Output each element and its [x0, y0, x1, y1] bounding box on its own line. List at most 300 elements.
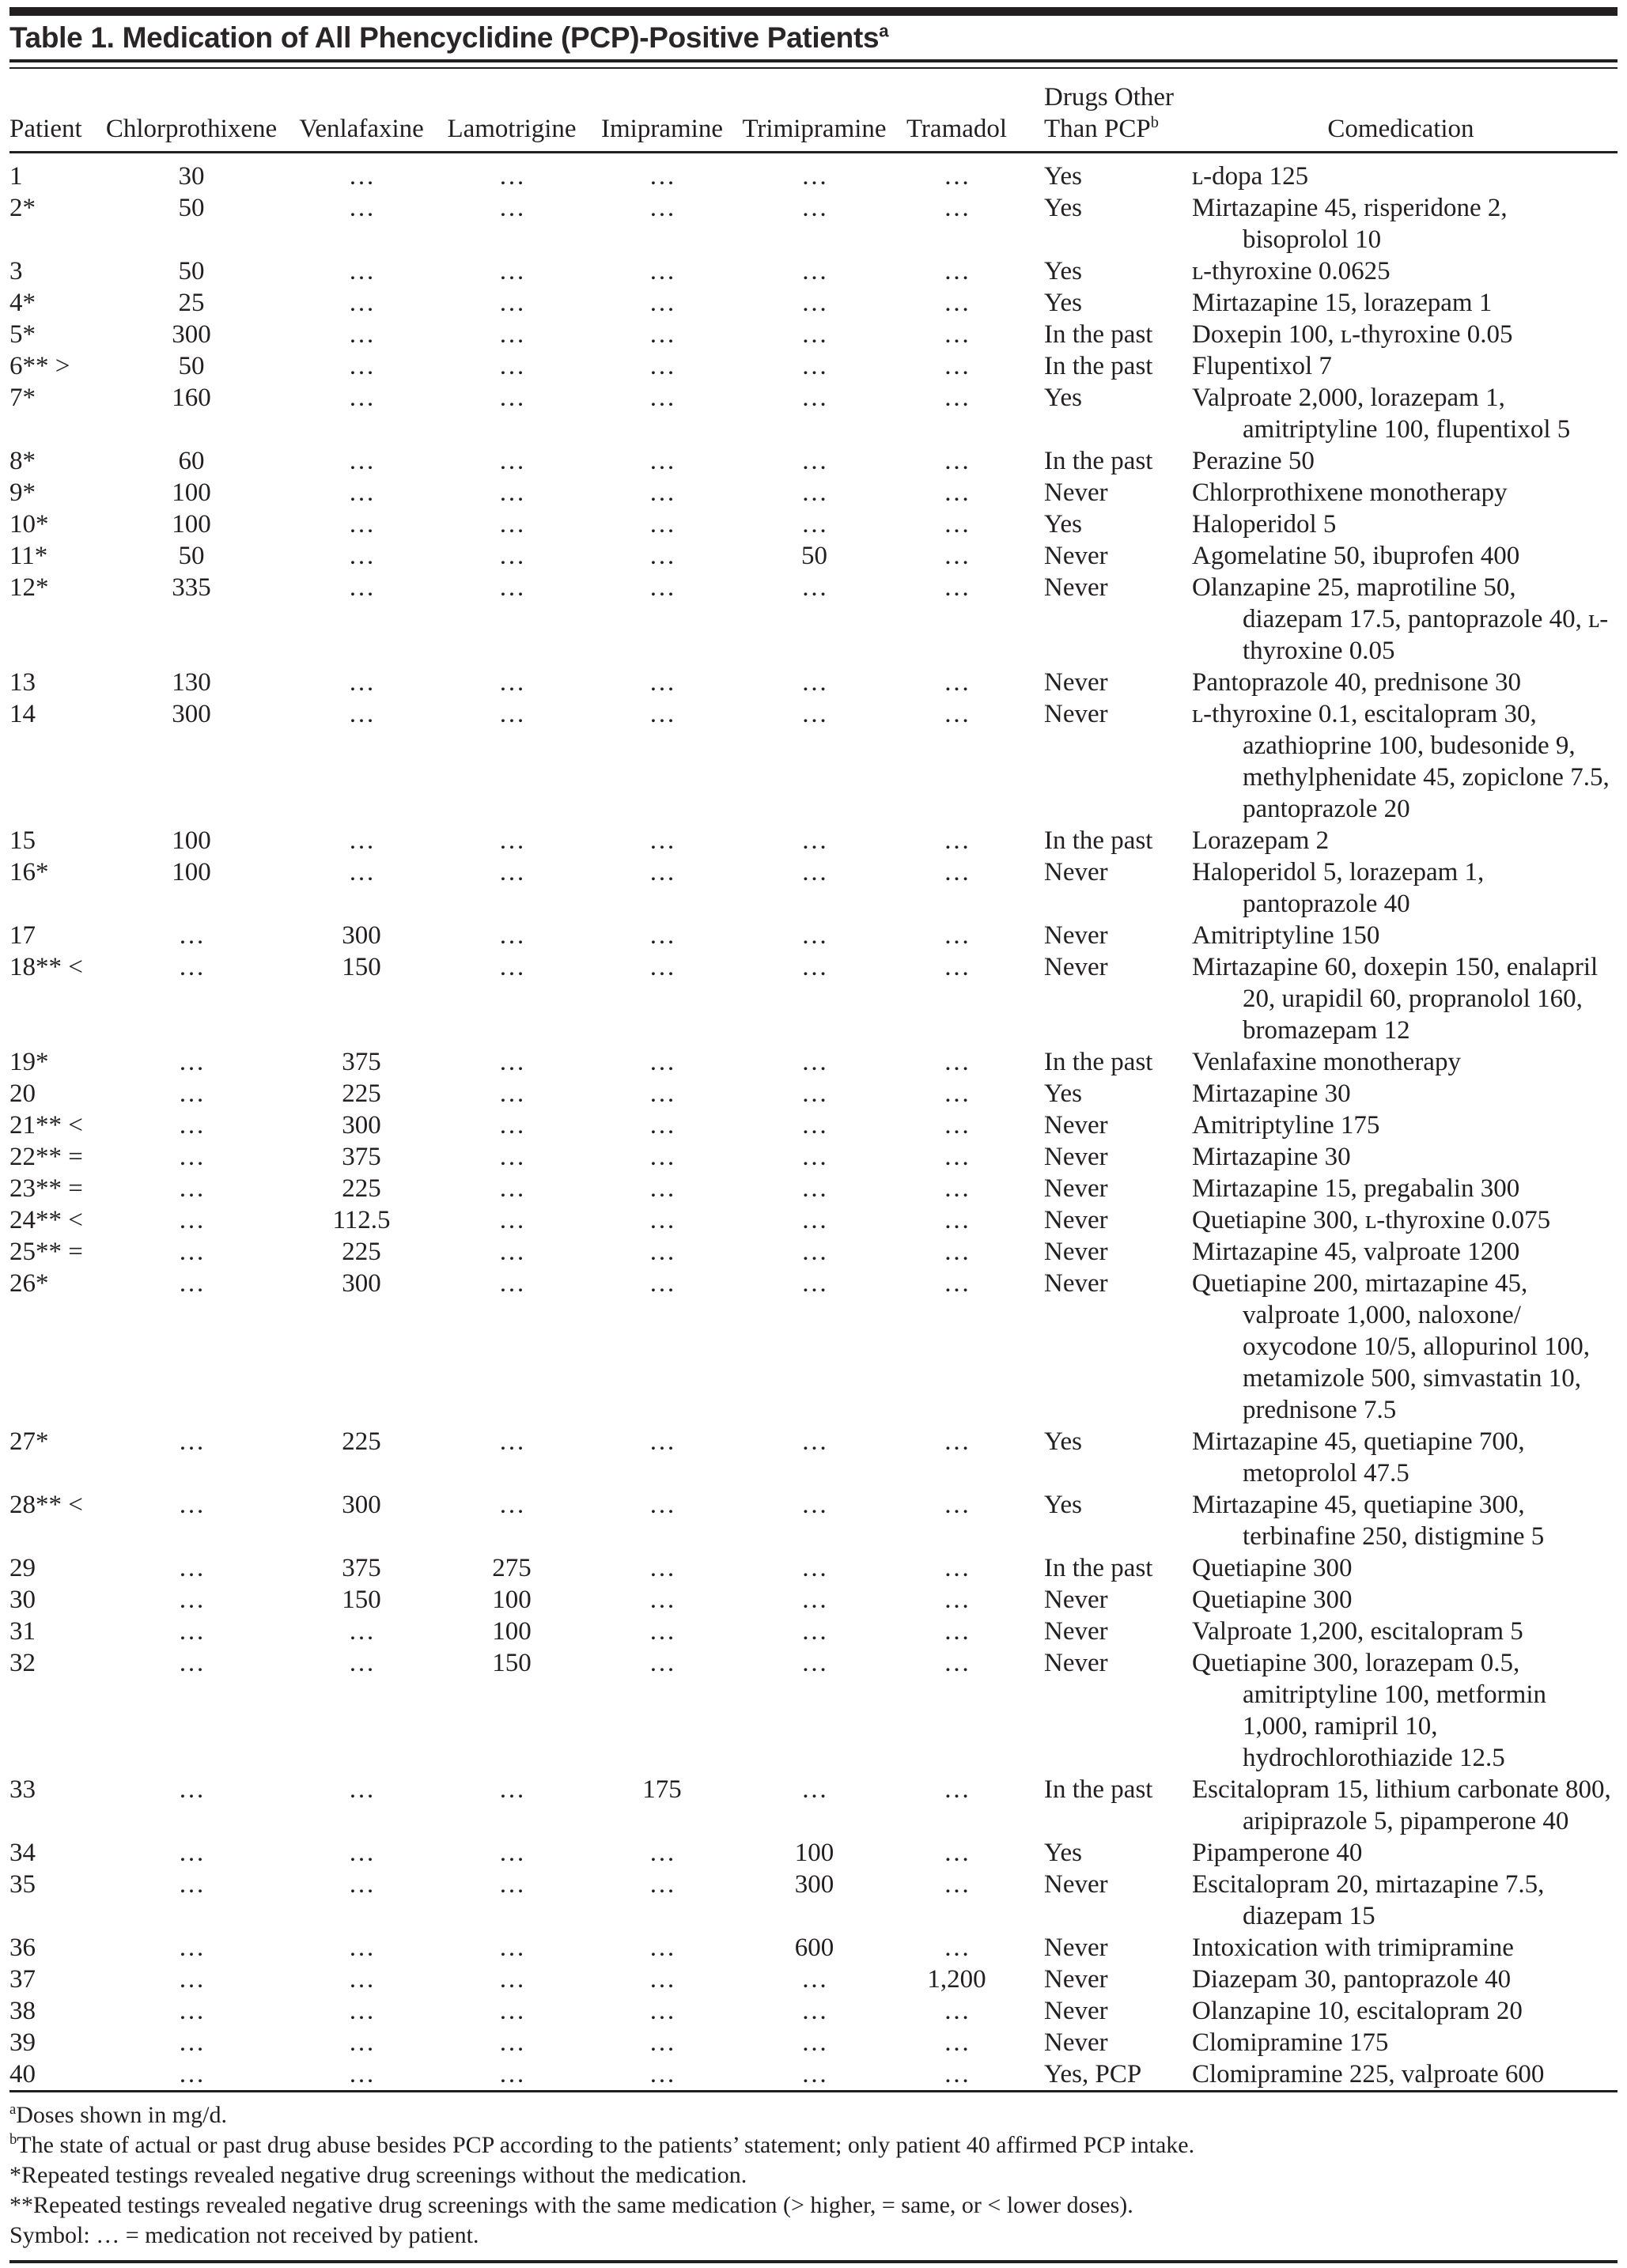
trimipramine-dose-cell: 300: [794, 1869, 834, 1899]
drugs-other-than-pcp-cell: Yes, PCP: [1044, 2059, 1142, 2088]
comedication-cell: Mirtazapine 45, valproate 1200: [1192, 1237, 1520, 1266]
tramadol-dose-cell: …: [944, 1648, 970, 1677]
trimipramine-dose-cell: …: [801, 509, 827, 539]
imipramine-dose-cell: …: [649, 1205, 675, 1234]
table-row: [9, 1552, 1618, 1584]
comedication-cell: Agomelatine 50, ibuprofen 400: [1192, 541, 1520, 570]
comedication-cell: Flupentixol 7: [1192, 351, 1332, 380]
lamotrigine-dose-cell: …: [498, 193, 525, 222]
patient-id-cell: 27*: [9, 1427, 49, 1456]
tramadol-dose-cell: …: [944, 1174, 970, 1203]
drugs-other-than-pcp-cell: In the past: [1044, 446, 1153, 475]
venlafaxine-dose-cell: …: [348, 193, 375, 222]
patient-id-cell: 38: [9, 1996, 36, 2025]
col-header-tramadol: Tramadol: [891, 81, 1022, 153]
venlafaxine-dose-cell: 300: [342, 1110, 381, 1140]
table-row: [9, 287, 1618, 319]
table-row: [9, 951, 1618, 1046]
tramadol-dose-cell: …: [944, 1585, 970, 1614]
drugs-other-than-pcp-cell: Never: [1044, 573, 1108, 602]
footnote: **Repeated testings revealed negative drug screenings with the same medication (> higher, = same, or < lower doses).: [9, 2191, 1133, 2218]
lamotrigine-dose-cell: …: [498, 952, 525, 981]
lamotrigine-dose-cell: …: [498, 699, 525, 728]
venlafaxine-dose-cell: 112.5: [332, 1205, 391, 1234]
table-row: [9, 1268, 1618, 1426]
table-row: [9, 1584, 1618, 1616]
imipramine-dose-cell: …: [649, 1616, 675, 1646]
patient-id-cell: 24** <: [9, 1205, 83, 1234]
lamotrigine-dose-cell: …: [498, 667, 525, 697]
lamotrigine-dose-cell: …: [498, 1174, 525, 1203]
patient-id-cell: 31: [9, 1616, 36, 1646]
patient-id-cell: 10*: [9, 509, 49, 539]
drugs-other-than-pcp-cell: Yes: [1044, 1079, 1083, 1108]
patient-id-cell: 2*: [9, 193, 36, 222]
trimipramine-dose-cell: …: [801, 1585, 827, 1614]
trimipramine-dose-cell: …: [801, 1553, 827, 1582]
tramadol-dose-cell: …: [944, 699, 970, 728]
imipramine-dose-cell: …: [649, 1648, 675, 1677]
venlafaxine-dose-cell: 150: [342, 1585, 381, 1614]
drugs-other-than-pcp-cell: Yes: [1044, 1838, 1083, 1867]
tramadol-dose-cell: …: [944, 383, 970, 412]
chlorprothixene-dose-cell: …: [178, 1110, 205, 1140]
trimipramine-dose-cell: …: [801, 699, 827, 728]
table-row: [9, 1078, 1618, 1109]
trimipramine-dose-cell: …: [801, 2028, 827, 2057]
patient-id-cell: 12*: [9, 573, 49, 602]
lamotrigine-dose-cell: …: [498, 1869, 525, 1899]
patient-id-cell: 11*: [9, 541, 48, 570]
chlorprothixene-dose-cell: 50: [178, 193, 205, 222]
comedication-cell: Amitriptyline 175: [1192, 1110, 1380, 1140]
patient-id-cell: 3: [9, 256, 23, 285]
comedication-cell: Chlorprothixene monotherapy: [1192, 478, 1508, 507]
chlorprothixene-dose-cell: …: [178, 1775, 205, 1804]
drugs-other-than-pcp-cell: Never: [1044, 857, 1108, 886]
table-row: [9, 856, 1618, 920]
imipramine-dose-cell: …: [649, 2059, 675, 2088]
trimipramine-dose-cell: …: [801, 1174, 827, 1203]
col-header-trimipramine: Trimipramine: [737, 81, 891, 153]
table-row: [9, 1774, 1618, 1837]
table-row: [9, 1869, 1618, 1932]
chlorprothixene-dose-cell: 25: [178, 288, 205, 317]
col-header-venlafaxine: Venlafaxine: [286, 81, 437, 153]
drugs-other-than-pcp-cell: Never: [1044, 1996, 1108, 2025]
chlorprothixene-dose-cell: 50: [178, 541, 205, 570]
venlafaxine-dose-cell: …: [348, 478, 375, 507]
lamotrigine-dose-cell: …: [498, 1427, 525, 1456]
patient-id-cell: 33: [9, 1775, 36, 1804]
drugs-other-than-pcp-cell: Never: [1044, 1616, 1108, 1646]
trimipramine-dose-cell: …: [801, 573, 827, 602]
comedication-cell: Lorazepam 2: [1192, 826, 1330, 855]
comedication-cell: Mirtazapine 45, quetiapine 700, metoprolol 47.5: [1192, 1427, 1525, 1487]
trimipramine-dose-cell: …: [801, 667, 827, 697]
comedication-cell: Intoxication with trimipramine: [1192, 1933, 1514, 1962]
comedication-cell: Clomipramine 175: [1192, 2028, 1389, 2057]
tramadol-dose-cell: …: [944, 256, 970, 285]
imipramine-dose-cell: …: [649, 1142, 675, 1171]
tramadol-dose-cell: 1,200: [927, 1964, 986, 1994]
table-row: [9, 2058, 1618, 2092]
drugs-other-than-pcp-cell: Yes: [1044, 1427, 1083, 1456]
trimipramine-dose-cell: 600: [794, 1933, 834, 1962]
table-row: [9, 1204, 1618, 1236]
tramadol-dose-cell: …: [944, 2059, 970, 2088]
patient-id-cell: 17: [9, 920, 36, 950]
imipramine-dose-cell: …: [649, 699, 675, 728]
chlorprothixene-dose-cell: …: [178, 1142, 205, 1171]
tramadol-dose-cell: …: [944, 1268, 970, 1298]
col-header-lamotrigine: Lamotrigine: [437, 81, 587, 153]
chlorprothixene-dose-cell: …: [178, 1933, 205, 1962]
chlorprothixene-dose-cell: …: [178, 1648, 205, 1677]
comedication-cell: Perazine 50: [1192, 446, 1315, 475]
venlafaxine-dose-cell: …: [348, 1616, 375, 1646]
comedication-cell: Escitalopram 15, lithium carbonate 800, aripiprazole 5, pipamperone 40: [1192, 1775, 1611, 1835]
trimipramine-dose-cell: …: [801, 351, 827, 380]
chlorprothixene-dose-cell: 300: [172, 699, 211, 728]
patient-id-cell: 9*: [9, 478, 36, 507]
table-row: [9, 508, 1618, 540]
chlorprothixene-dose-cell: …: [178, 2059, 205, 2088]
chlorprothixene-dose-cell: …: [178, 1553, 205, 1582]
drugs-other-line2: Than PCP: [1044, 114, 1151, 143]
lamotrigine-dose-cell: …: [498, 1964, 525, 1994]
patient-id-cell: 13: [9, 667, 36, 697]
venlafaxine-dose-cell: …: [348, 1775, 375, 1804]
trimipramine-dose-cell: 50: [801, 541, 827, 570]
lamotrigine-dose-cell: …: [498, 288, 525, 317]
table-row: [9, 1932, 1618, 1964]
trimipramine-dose-cell: …: [801, 1079, 827, 1108]
patient-id-cell: 4*: [9, 288, 36, 317]
footnote: $^b$The state of actual or past drug abuse besides PCP according to the patients’ statement; only patient 40 affirmed PCP intake.: [9, 2130, 1195, 2158]
comedication-cell: Clomipramine 225, valproate 600: [1192, 2059, 1545, 2088]
drugs-other-than-pcp-cell: Never: [1044, 1205, 1108, 1234]
venlafaxine-dose-cell: …: [348, 446, 375, 475]
comedication-cell: Escitalopram 20, mirtazapine 7.5, diazepam 15: [1192, 1869, 1545, 1930]
venlafaxine-dose-cell: …: [348, 826, 375, 855]
patient-id-cell: 35: [9, 1869, 36, 1899]
tramadol-dose-cell: …: [944, 1427, 970, 1456]
comedication-cell: Quetiapine 300: [1192, 1585, 1353, 1614]
venlafaxine-dose-cell: …: [348, 1964, 375, 1994]
patient-id-cell: 29: [9, 1553, 36, 1582]
drugs-other-than-pcp-cell: Never: [1044, 541, 1108, 570]
trimipramine-dose-cell: …: [801, 161, 827, 191]
trimipramine-dose-cell: …: [801, 193, 827, 222]
tramadol-dose-cell: …: [944, 920, 970, 950]
imipramine-dose-cell: …: [649, 319, 675, 349]
tramadol-dose-cell: …: [944, 1838, 970, 1867]
tramadol-dose-cell: …: [944, 573, 970, 602]
drugs-other-than-pcp-cell: Yes: [1044, 288, 1083, 317]
comedication-cell: Mirtazapine 15, lorazepam 1: [1192, 288, 1493, 317]
col-header-chlorprothixene: Chlorprothixene: [96, 81, 286, 153]
comedication-cell: Quetiapine 300, ʟ-thyroxine 0.075: [1192, 1205, 1551, 1234]
imipramine-dose-cell: …: [649, 256, 675, 285]
venlafaxine-dose-cell: …: [348, 288, 375, 317]
venlafaxine-dose-cell: 375: [342, 1142, 381, 1171]
patient-id-cell: 19*: [9, 1047, 49, 1076]
lamotrigine-dose-cell: …: [498, 256, 525, 285]
table-row: [9, 1426, 1618, 1489]
table-row: [9, 1141, 1618, 1173]
trimipramine-dose-cell: …: [801, 383, 827, 412]
tramadol-dose-cell: …: [944, 2028, 970, 2057]
comedication-cell: Quetiapine 300, lorazepam 0.5, amitriptyline 100, metformin 1,000, ramipril 10, hydrochlorothiazide 12.5: [1192, 1648, 1547, 1772]
col-header-patient: Patient: [9, 81, 96, 153]
drugs-other-than-pcp-cell: Never: [1044, 1964, 1108, 1994]
venlafaxine-dose-cell: …: [348, 1648, 375, 1677]
venlafaxine-dose-cell: 150: [342, 952, 381, 981]
table-row: [9, 540, 1618, 572]
trimipramine-dose-cell: 100: [794, 1838, 834, 1867]
chlorprothixene-dose-cell: 100: [172, 509, 211, 539]
chlorprothixene-dose-cell: …: [178, 1237, 205, 1266]
venlafaxine-dose-cell: 375: [342, 1553, 381, 1582]
venlafaxine-dose-cell: …: [348, 351, 375, 380]
comedication-cell: Quetiapine 300: [1192, 1553, 1353, 1582]
tramadol-dose-cell: …: [944, 1869, 970, 1899]
table-row: [9, 192, 1618, 255]
patient-id-cell: 16*: [9, 857, 49, 886]
lamotrigine-dose-cell: …: [498, 509, 525, 539]
drugs-other-than-pcp-cell: In the past: [1044, 351, 1153, 380]
lamotrigine-dose-cell: …: [498, 1838, 525, 1867]
table-row: [9, 825, 1618, 856]
imipramine-dose-cell: …: [649, 573, 675, 602]
venlafaxine-dose-cell: …: [348, 1838, 375, 1867]
table-header: [9, 81, 1618, 153]
trimipramine-dose-cell: …: [801, 826, 827, 855]
trimipramine-dose-cell: …: [801, 1490, 827, 1519]
patient-id-cell: 40: [9, 2059, 36, 2088]
lamotrigine-dose-cell: …: [498, 1490, 525, 1519]
tramadol-dose-cell: …: [944, 857, 970, 886]
chlorprothixene-dose-cell: …: [178, 2028, 205, 2057]
drugs-other-than-pcp-cell: Never: [1044, 478, 1108, 507]
lamotrigine-dose-cell: …: [498, 1205, 525, 1234]
top-rule: [9, 7, 1618, 16]
tramadol-dose-cell: …: [944, 667, 970, 697]
comedication-cell: Haloperidol 5: [1192, 509, 1337, 539]
patient-id-cell: 8*: [9, 446, 36, 475]
drugs-other-than-pcp-cell: Never: [1044, 1869, 1108, 1899]
trimipramine-dose-cell: …: [801, 1205, 827, 1234]
venlafaxine-dose-cell: 300: [342, 1490, 381, 1519]
patient-id-cell: 37: [9, 1964, 36, 1994]
venlafaxine-dose-cell: …: [348, 319, 375, 349]
chlorprothixene-dose-cell: …: [178, 1047, 205, 1076]
venlafaxine-dose-cell: 300: [342, 920, 381, 950]
table-row: [9, 1616, 1618, 1647]
comedication-cell: Valproate 1,200, escitalopram 5: [1192, 1616, 1523, 1646]
tramadol-dose-cell: …: [944, 541, 970, 570]
tramadol-dose-cell: …: [944, 1205, 970, 1234]
drugs-other-than-pcp-cell: Yes: [1044, 1490, 1083, 1519]
chlorprothixene-dose-cell: 100: [172, 826, 211, 855]
trimipramine-dose-cell: …: [801, 1775, 827, 1804]
chlorprothixene-dose-cell: …: [178, 1205, 205, 1234]
trimipramine-dose-cell: …: [801, 1142, 827, 1171]
patient-id-cell: 34: [9, 1838, 36, 1867]
tramadol-dose-cell: …: [944, 1142, 970, 1171]
trimipramine-dose-cell: …: [801, 1110, 827, 1140]
drugs-other-than-pcp-cell: Never: [1044, 920, 1108, 950]
chlorprothixene-dose-cell: 50: [178, 351, 205, 380]
tramadol-dose-cell: …: [944, 161, 970, 191]
patient-id-cell: 1: [9, 161, 23, 191]
chlorprothixene-dose-cell: 130: [172, 667, 211, 697]
table-row: [9, 152, 1618, 192]
trimipramine-dose-cell: …: [801, 1237, 827, 1266]
imipramine-dose-cell: …: [649, 920, 675, 950]
lamotrigine-dose-cell: …: [498, 1110, 525, 1140]
tramadol-dose-cell: …: [944, 193, 970, 222]
patient-id-cell: 15: [9, 826, 36, 855]
drugs-other-than-pcp-cell: Never: [1044, 1648, 1108, 1677]
tramadol-dose-cell: …: [944, 1553, 970, 1582]
imipramine-dose-cell: …: [649, 1838, 675, 1867]
table-row: [9, 920, 1618, 951]
lamotrigine-dose-cell: …: [498, 1079, 525, 1108]
table-row: [9, 2027, 1618, 2058]
header-row: [9, 81, 1618, 153]
lamotrigine-dose-cell: 150: [492, 1648, 532, 1677]
comedication-cell: Mirtazapine 30: [1192, 1142, 1351, 1171]
venlafaxine-dose-cell: 225: [342, 1079, 381, 1108]
drugs-other-than-pcp-cell: Yes: [1044, 383, 1083, 412]
lamotrigine-dose-cell: …: [498, 920, 525, 950]
drugs-other-than-pcp-cell: Never: [1044, 1110, 1108, 1140]
imipramine-dose-cell: …: [649, 1427, 675, 1456]
lamotrigine-dose-cell: …: [498, 161, 525, 191]
table-row: [9, 1647, 1618, 1774]
tramadol-dose-cell: …: [944, 1775, 970, 1804]
drugs-other-than-pcp-cell: In the past: [1044, 319, 1153, 349]
chlorprothixene-dose-cell: 60: [178, 446, 205, 475]
bottom-rule: [9, 2260, 1618, 2263]
chlorprothixene-dose-cell: …: [178, 1838, 205, 1867]
patient-id-cell: 5*: [9, 319, 36, 349]
chlorprothixene-dose-cell: …: [178, 1964, 205, 1994]
chlorprothixene-dose-cell: …: [178, 1268, 205, 1298]
col-header-imipramine: Imipramine: [587, 81, 737, 153]
comedication-cell: Valproate 2,000, lorazepam 1, amitriptyline 100, flupentixol 5: [1192, 383, 1571, 444]
trimipramine-dose-cell: …: [801, 1616, 827, 1646]
comedication-cell: ʟ-thyroxine 0.1, escitalopram 30, azathioprine 100, budesonide 9, methylphenidate 45, zopiclone 7.5, pantoprazole 20: [1192, 699, 1610, 823]
chlorprothixene-dose-cell: 100: [172, 478, 211, 507]
drugs-other-than-pcp-cell: Never: [1044, 1933, 1108, 1962]
venlafaxine-dose-cell: …: [348, 1869, 375, 1899]
table-row: [9, 1489, 1618, 1552]
patient-id-cell: 20: [9, 1079, 36, 1108]
lamotrigine-dose-cell: …: [498, 1775, 525, 1804]
tramadol-dose-cell: …: [944, 1616, 970, 1646]
tramadol-dose-cell: …: [944, 319, 970, 349]
table-row: [9, 255, 1618, 287]
patient-id-cell: 32: [9, 1648, 36, 1677]
venlafaxine-dose-cell: …: [348, 1933, 375, 1962]
comedication-cell: Mirtazapine 45, quetiapine 300, terbinafine 250, distigmine 5: [1192, 1490, 1545, 1551]
lamotrigine-dose-cell: …: [498, 1996, 525, 2025]
chlorprothixene-dose-cell: …: [178, 1869, 205, 1899]
comedication-cell: Diazepam 30, pantoprazole 40: [1192, 1964, 1512, 1994]
imipramine-dose-cell: …: [649, 1996, 675, 2025]
trimipramine-dose-cell: …: [801, 857, 827, 886]
drugs-other-than-pcp-cell: Never: [1044, 1585, 1108, 1614]
lamotrigine-dose-cell: …: [498, 2028, 525, 2057]
tramadol-dose-cell: …: [944, 478, 970, 507]
imipramine-dose-cell: …: [649, 1964, 675, 1994]
tramadol-dose-cell: …: [944, 1047, 970, 1076]
comedication-cell: Doxepin 100, ʟ-thyroxine 0.05: [1192, 319, 1513, 349]
table-row: [9, 477, 1618, 508]
lamotrigine-dose-cell: 100: [492, 1616, 532, 1646]
venlafaxine-dose-cell: …: [348, 2059, 375, 2088]
patient-id-cell: 25** =: [9, 1237, 83, 1266]
drugs-other-than-pcp-cell: In the past: [1044, 1775, 1153, 1804]
tramadol-dose-cell: …: [944, 952, 970, 981]
trimipramine-dose-cell: …: [801, 2059, 827, 2088]
lamotrigine-dose-cell: …: [498, 541, 525, 570]
imipramine-dose-cell: …: [649, 1490, 675, 1519]
venlafaxine-dose-cell: …: [348, 573, 375, 602]
drugs-other-than-pcp-cell: In the past: [1044, 826, 1153, 855]
imipramine-dose-cell: …: [649, 1869, 675, 1899]
table-row: [9, 1236, 1618, 1268]
drugs-other-than-pcp-cell: Never: [1044, 952, 1108, 981]
lamotrigine-dose-cell: …: [498, 1237, 525, 1266]
table-row: [9, 572, 1618, 667]
lamotrigine-dose-cell: 100: [492, 1585, 532, 1614]
footnotes: [9, 2092, 1618, 2260]
patient-id-cell: 22** =: [9, 1142, 83, 1171]
chlorprothixene-dose-cell: …: [178, 952, 205, 981]
imipramine-dose-cell: …: [649, 1553, 675, 1582]
imipramine-dose-cell: …: [649, 1585, 675, 1614]
lamotrigine-dose-cell: …: [498, 826, 525, 855]
venlafaxine-dose-cell: …: [348, 1996, 375, 2025]
col-header-comedication: Comedication: [1184, 81, 1618, 153]
imipramine-dose-cell: …: [649, 478, 675, 507]
col-header-drugs-other-than-pcp: [1022, 81, 1184, 153]
patient-id-cell: 6** >: [9, 351, 70, 380]
drugs-other-than-pcp-cell: In the past: [1044, 1047, 1153, 1076]
tramadol-dose-cell: …: [944, 1996, 970, 2025]
footnote: $^a$Doses shown in mg/d.: [9, 2100, 227, 2128]
comedication-cell: Quetiapine 200, mirtazapine 45, valproate 1,000, naloxone/​oxycodone 10/5, allopurinol 100, metamizole 500, simvastatin 10, prednisone 7.5: [1192, 1268, 1591, 1424]
imipramine-dose-cell: …: [649, 1110, 675, 1140]
imipramine-dose-cell: …: [649, 446, 675, 475]
venlafaxine-dose-cell: 225: [342, 1174, 381, 1203]
trimipramine-dose-cell: …: [801, 319, 827, 349]
comedication-cell: Mirtazapine 15, pregabalin 300: [1192, 1174, 1520, 1203]
footnote: Symbol: … = medication not received by patient.: [9, 2221, 479, 2248]
chlorprothixene-dose-cell: 335: [172, 573, 211, 602]
drugs-other-than-pcp-cell: Never: [1044, 699, 1108, 728]
comedication-cell: Venlafaxine monotherapy: [1192, 1047, 1461, 1076]
drugs-other-than-pcp-cell: Never: [1044, 1268, 1108, 1298]
venlafaxine-dose-cell: …: [348, 161, 375, 191]
table-row: [9, 1837, 1618, 1869]
imipramine-dose-cell: …: [649, 509, 675, 539]
table-row: [9, 1964, 1618, 1995]
